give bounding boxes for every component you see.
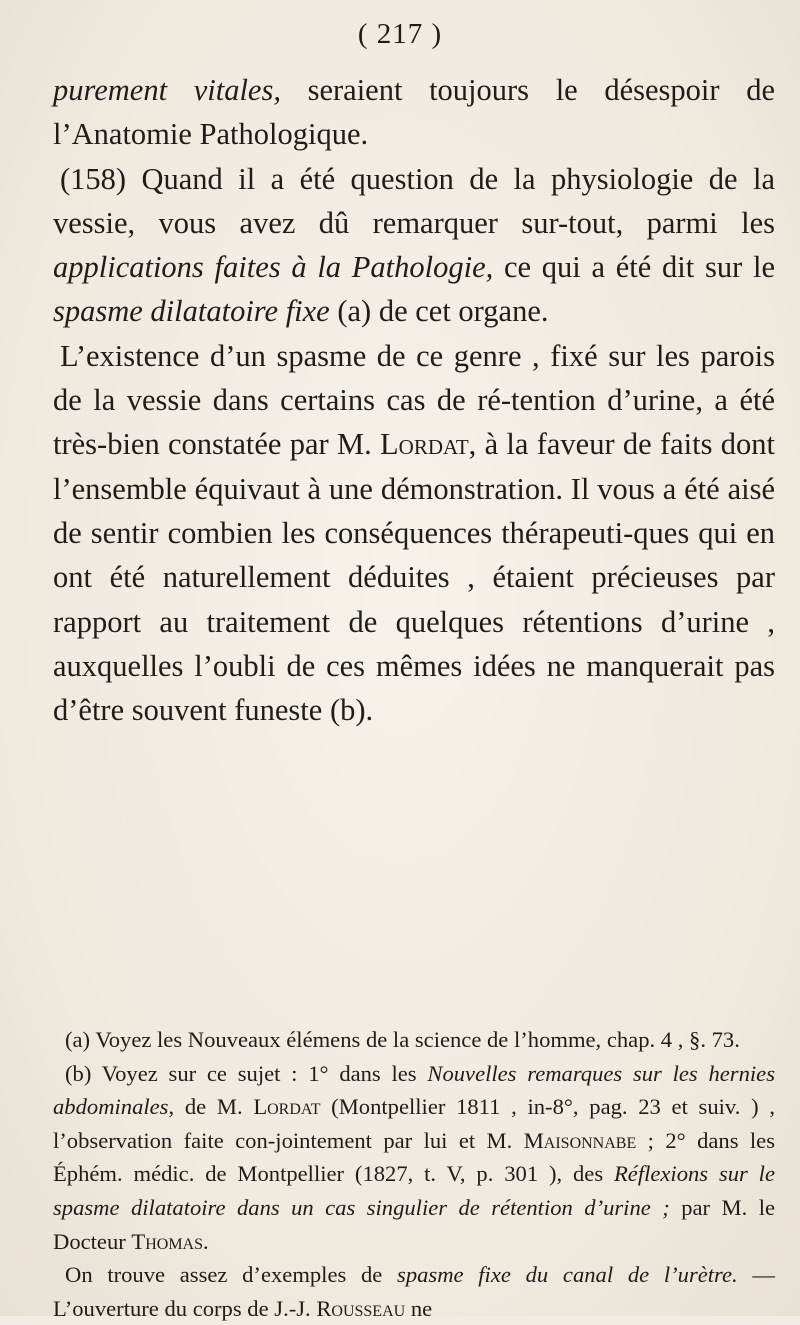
text-run: On trouve assez d’exemples de: [65, 1262, 398, 1288]
italic-phrase: spasme fixe du canal de l’urètre.: [397, 1262, 738, 1288]
text-run: (158) Quand il a été question de la physiologie de la vessie, vous avez dû remarquer sur-tout, parmi les: [53, 161, 775, 240]
paragraph-3: [53, 334, 775, 733]
text-run: , de M.: [168, 1094, 254, 1120]
paragraph-1: [53, 68, 775, 157]
text-run: L’existence d’un spasme de ce genre , fixé sur les parois de la vessie dans certains cas de ré-tention d’urine, a été très-bien constatée par M.: [53, 338, 775, 462]
text-run: (Montpellier 1811 , in-8°, pag. 23 et suiv. ) , l’observation faite con-jointement par lui et M.: [53, 1094, 775, 1153]
italic-phrase: applications faites à la Pathologie,: [53, 250, 494, 285]
italic-phrase: spasme dilatatoire fixe: [53, 294, 330, 329]
text-run: ; 2° dans les Éphém. médic. de Montpellier (1827, t. V, p. 301 ), des: [53, 1127, 775, 1187]
text-run: seraient toujours le désespoir de l’Anatomie Pathologique.: [53, 73, 775, 152]
italic-title: Réflexions sur le spasme dilatatoire dans un cas singulier de rétention d’urine ;: [53, 1161, 775, 1220]
author-name: Maisonnabe: [523, 1127, 637, 1153]
text-run: de cet organe.: [371, 294, 549, 329]
author-name: Lordat: [380, 427, 469, 462]
text-run: , à la faveur de faits dont l’ensemble équivaut à une démonstration. Il vous a été aisé de sentir combien les conséquences thérapeuti-ques qui en ont été naturellement déduites , étaient précieuses par rapport au traitement de quelques rétentions d’urine , auxquelles l’oubli de ces mêmes idées ne manquerait pas d’être souvent funeste (b).: [53, 427, 775, 728]
paragraph-158: [53, 157, 775, 334]
footnote-ref-a: (a): [329, 294, 372, 329]
author-name: Rousseau: [316, 1295, 406, 1321]
author-name: Thomas: [131, 1228, 204, 1254]
footnote-b: [53, 1057, 775, 1259]
text-run: .: [203, 1228, 209, 1254]
footnotes: [53, 1023, 775, 1325]
author-name: Lordat: [253, 1094, 321, 1120]
italic-phrase: purement vitales,: [53, 73, 281, 107]
text-run: par M. le Docteur: [53, 1194, 775, 1254]
text-run: ce qui a été dit sur le: [493, 250, 775, 285]
italic-title: Nouvelles remarques sur les hernies abdominales: [53, 1060, 775, 1120]
footnote-a: (a) Voyez les Nouveaux élémens de la science de l’homme, chap. 4 , §. 73.: [65, 1027, 740, 1052]
main-text: [53, 68, 775, 732]
text-run: (b) Voyez sur ce sujet : 1° dans les: [65, 1060, 428, 1086]
footnote-continuation: [53, 1258, 775, 1325]
text-run: ne: [405, 1295, 433, 1321]
text-run: — L’ouverture du corps de J.-J.: [53, 1262, 775, 1321]
page-number: ( 217 ): [357, 18, 443, 50]
